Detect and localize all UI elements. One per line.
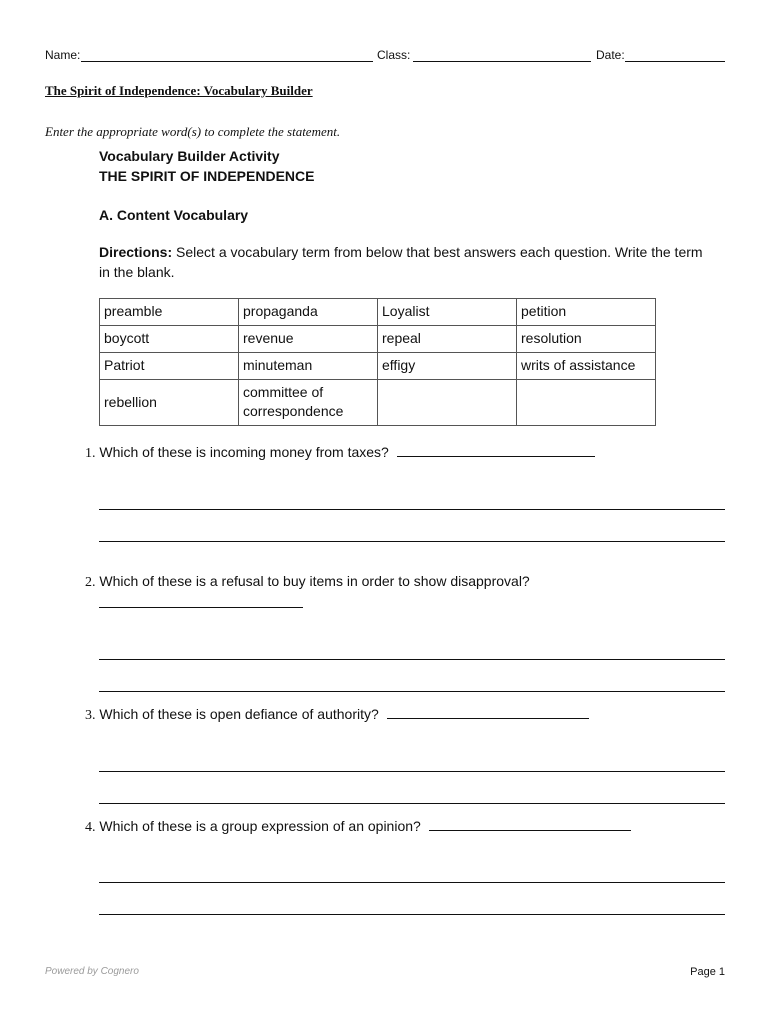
student-info-header xyxy=(45,48,725,66)
question-number: 3. xyxy=(85,708,96,723)
table-row xyxy=(100,326,656,353)
question-1 xyxy=(85,442,595,462)
table-cell: effigy xyxy=(378,353,517,380)
table-cell: Loyalist xyxy=(378,299,517,326)
table-cell: committee of correspondence xyxy=(239,380,378,426)
directions-text: Select a vocabulary term from below that best answers each question. Write the term in the blank. xyxy=(99,244,703,280)
answer-line[interactable] xyxy=(99,691,725,692)
answer-line[interactable] xyxy=(99,771,725,772)
vocabulary-table xyxy=(99,298,656,426)
question-number: 1. xyxy=(85,446,96,461)
question-4 xyxy=(85,816,631,836)
answer-line[interactable] xyxy=(99,509,725,510)
table-row xyxy=(100,353,656,380)
table-cell xyxy=(517,380,656,426)
answer-line[interactable] xyxy=(99,541,725,542)
answer-line[interactable] xyxy=(99,882,725,883)
table-cell: Patriot xyxy=(100,353,239,380)
question-text: Which of these is a group expression of an opinion? xyxy=(99,818,421,834)
question-3 xyxy=(85,704,589,724)
class-field[interactable] xyxy=(413,61,591,62)
table-cell: writs of assistance xyxy=(517,353,656,380)
page-number: Page 1 xyxy=(690,966,725,978)
activity-subheading: THE SPIRIT OF INDEPENDENCE xyxy=(99,168,315,184)
question-text: Which of these is a refusal to buy items in order to show disapproval? xyxy=(99,573,530,589)
answer-blank[interactable] xyxy=(387,704,589,719)
question-number: 2. xyxy=(85,575,96,590)
table-cell: petition xyxy=(517,299,656,326)
date-field[interactable] xyxy=(625,61,725,62)
question-2 xyxy=(85,573,530,591)
page-title: The Spirit of Independence: Vocabulary Builder xyxy=(45,83,313,98)
section-heading: A. Content Vocabulary xyxy=(99,207,249,223)
name-label: Name: xyxy=(45,48,81,62)
table-cell: preamble xyxy=(100,299,239,326)
question-number: 4. xyxy=(85,820,96,835)
class-label: Class: xyxy=(377,48,411,62)
table-cell: propaganda xyxy=(239,299,378,326)
date-label: Date: xyxy=(596,48,625,62)
instruction-text: Enter the appropriate word(s) to complete the statement. xyxy=(45,124,341,139)
question-text: Which of these is incoming money from taxes? xyxy=(99,444,389,460)
directions xyxy=(99,242,709,282)
table-cell xyxy=(378,380,517,426)
answer-blank[interactable] xyxy=(99,607,303,608)
table-cell: rebellion xyxy=(100,380,239,426)
answer-blank[interactable] xyxy=(397,442,595,457)
answer-blank[interactable] xyxy=(429,816,631,831)
answer-line[interactable] xyxy=(99,914,725,915)
question-text: Which of these is open defiance of authority? xyxy=(99,706,379,722)
answer-line[interactable] xyxy=(99,659,725,660)
answer-line[interactable] xyxy=(99,803,725,804)
directions-label: Directions: xyxy=(99,244,173,260)
powered-by-footer: Powered by Cognero xyxy=(45,966,139,977)
table-cell: revenue xyxy=(239,326,378,353)
table-row xyxy=(100,380,656,426)
activity-heading: Vocabulary Builder Activity xyxy=(99,148,280,164)
name-field[interactable] xyxy=(81,61,373,62)
table-cell: repeal xyxy=(378,326,517,353)
table-row xyxy=(100,299,656,326)
table-cell: boycott xyxy=(100,326,239,353)
table-cell: resolution xyxy=(517,326,656,353)
table-cell: minuteman xyxy=(239,353,378,380)
